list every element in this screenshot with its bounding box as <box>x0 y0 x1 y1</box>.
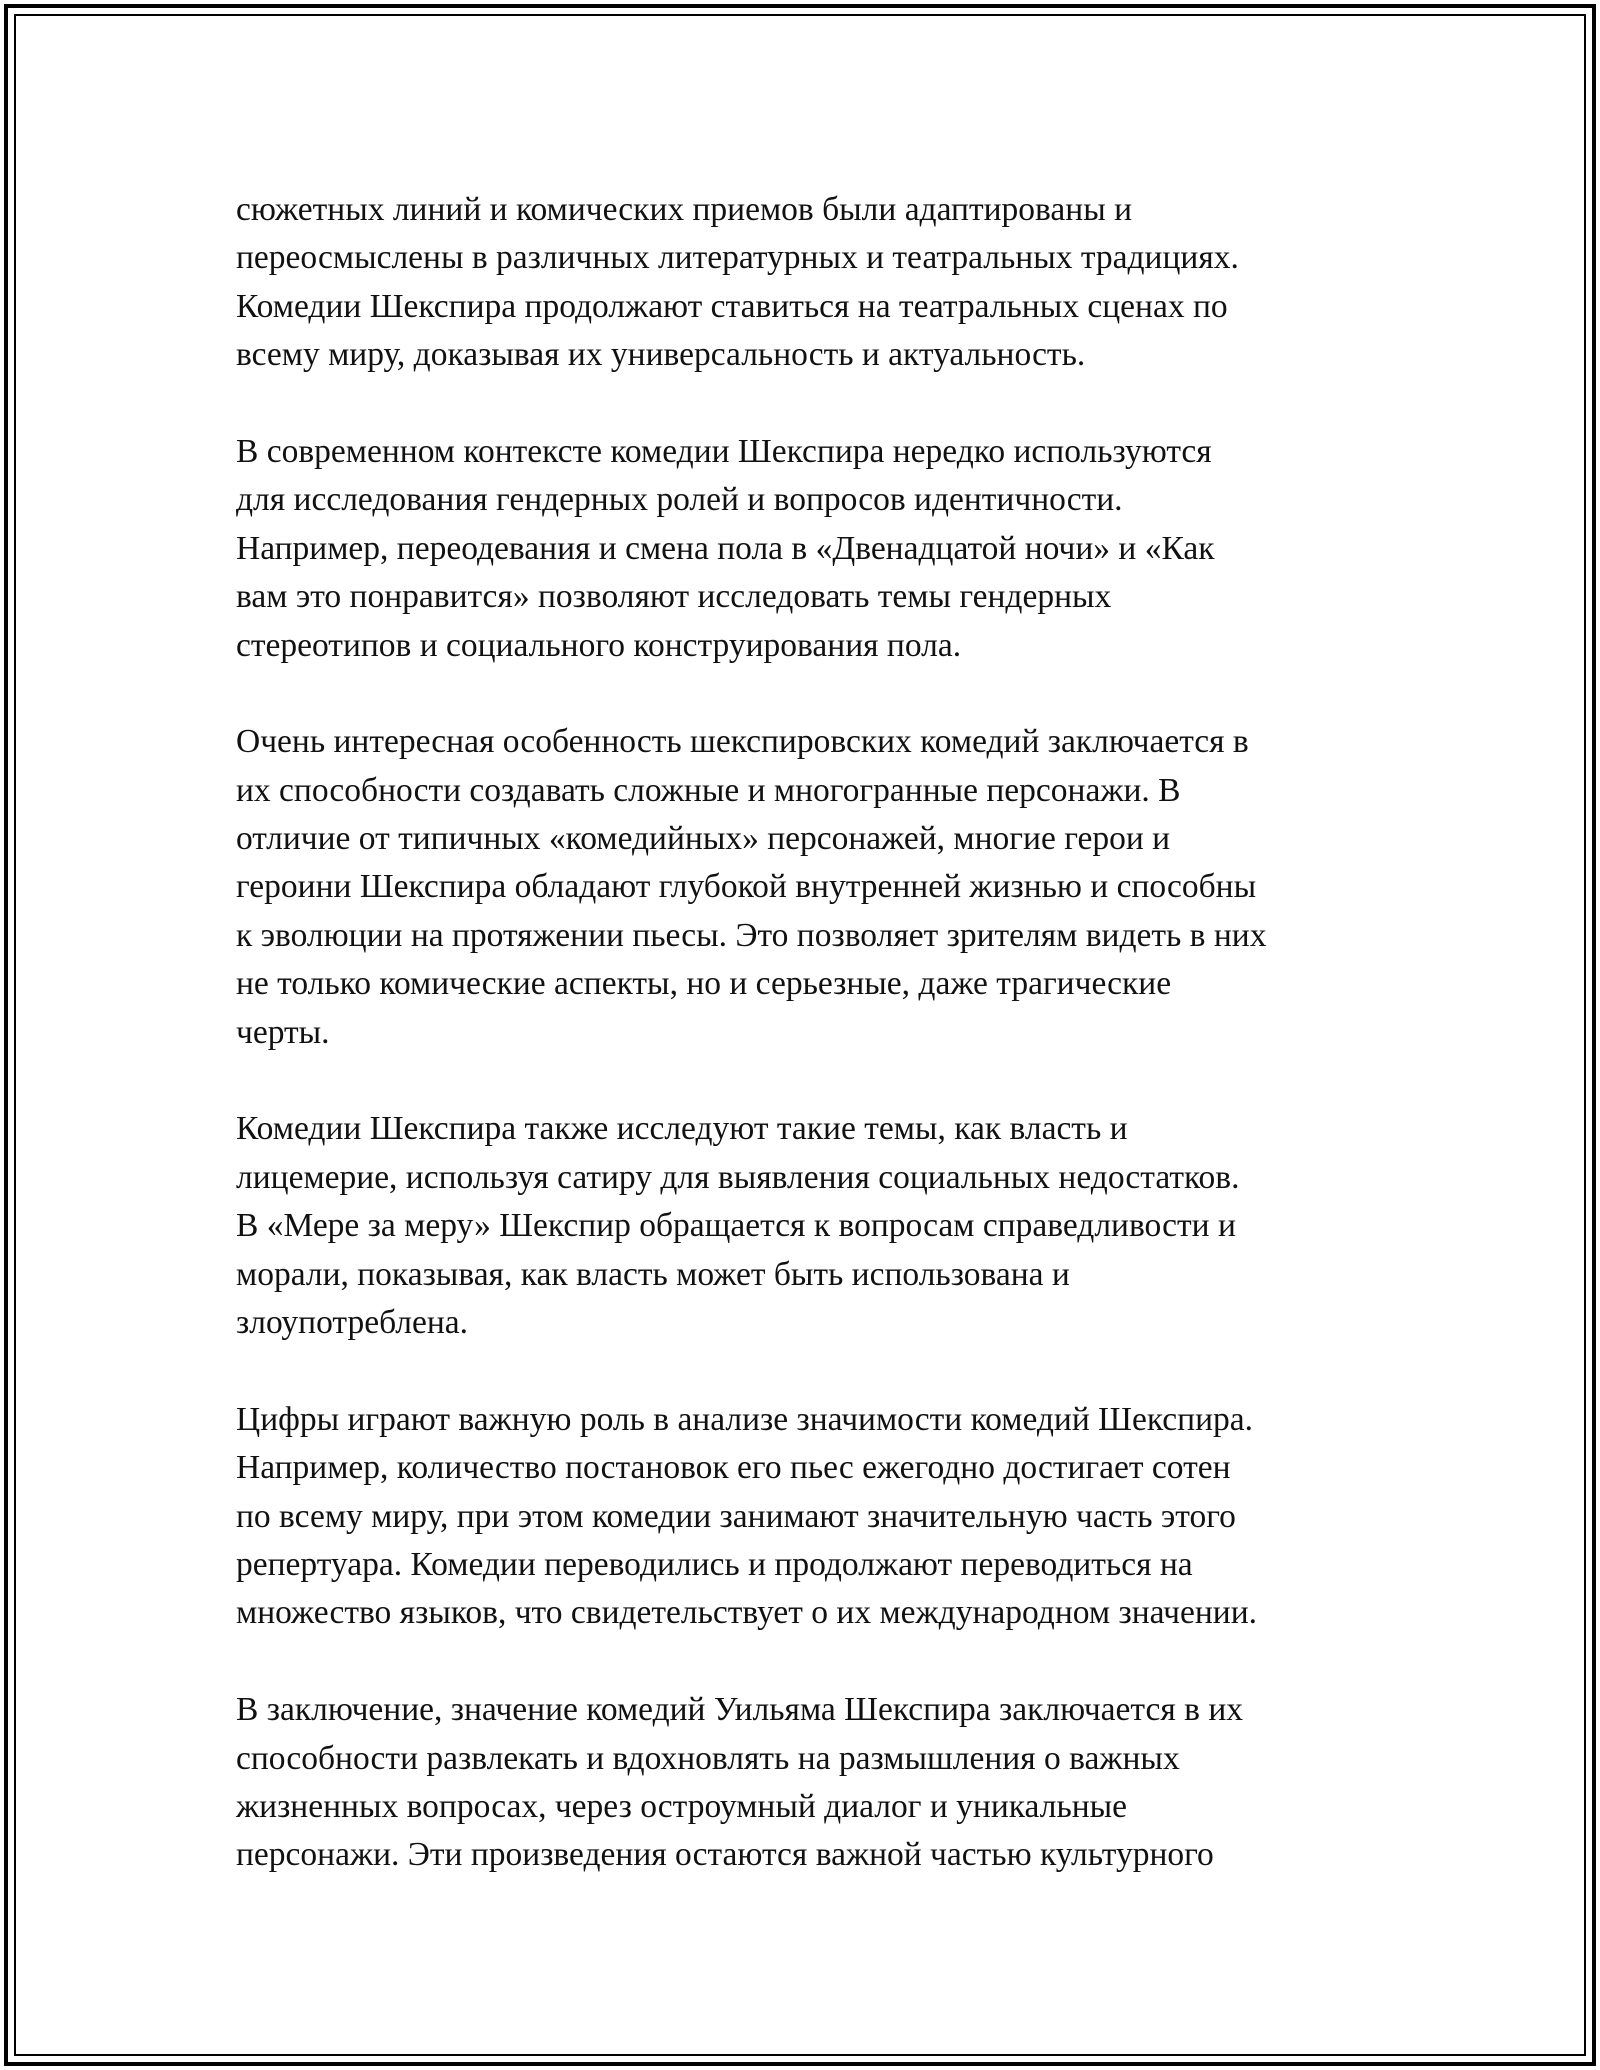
document-body <box>236 186 1396 1928</box>
text-line: сюжетных линий и комических приемов были адаптированы и <box>236 191 1133 228</box>
text-line: Комедии Шекспира продолжают ставиться на театральных сценах по <box>236 287 1228 325</box>
paragraph-4 <box>236 1105 1396 1347</box>
text-line: к эволюции на протяжении пьесы. Это позволяет зрителям видеть в них <box>236 916 1267 954</box>
text-line: черты. <box>236 1013 330 1051</box>
text-line: Например, количество постановок его пьес ежегодно достигает сотен <box>236 1449 1231 1487</box>
text-line: всему миру, доказывая их универсальность и актуальность. <box>236 336 1086 374</box>
text-line: переосмыслены в различных литературных и театральных традициях. <box>236 239 1239 277</box>
text-line: не только комические аспекты, но и серьезные, даже трагические <box>236 965 1172 1003</box>
paragraph-6 <box>236 1686 1396 1880</box>
text-line: персонажи. Эти произведения остаются важной частью культурного <box>236 1836 1214 1874</box>
paragraph-3 <box>236 718 1396 1057</box>
text-line: репертуара. Комедии переводились и продолжают переводиться на <box>236 1545 1193 1583</box>
text-line: В «Мере за меру» Шекспир обращается к вопросам справедливости и <box>236 1207 1236 1245</box>
text-line: злоупотреблена. <box>236 1303 469 1341</box>
text-line: В заключение, значение комедий Уильяма Шекспира заключается в их <box>236 1691 1243 1729</box>
text-line: для исследования гендерных ролей и вопросов идентичности. <box>236 481 1123 519</box>
text-line: по всему миру, при этом комедии занимают значительную часть этого <box>236 1497 1236 1535</box>
text-line: морали, показывая, как власть может быть использована и <box>236 1255 1070 1293</box>
text-line: лицемерие, используя сатиру для выявления социальных недостатков. <box>236 1158 1240 1196</box>
text-line: жизненных вопросах, через остроумный диалог и уникальные <box>236 1787 1128 1825</box>
text-line: стереотипов и социального конструирования пола. <box>236 626 962 664</box>
paragraph-5 <box>236 1396 1396 1638</box>
text-line: Цифры играют важную роль в анализе значимости комедий Шекспира. <box>236 1400 1253 1438</box>
text-line: В современном контексте комедии Шекспира нередко используются <box>236 432 1212 470</box>
text-line: Например, переодевания и смена пола в «Двенадцатой ночи» и «Как <box>236 529 1215 567</box>
paragraph-2 <box>236 428 1396 670</box>
text-line: способности развлекать и вдохновлять на размышления о важных <box>236 1739 1180 1777</box>
text-line: героини Шекспира обладают глубокой внутренней жизнью и способны <box>236 868 1257 906</box>
text-line: Комедии Шекспира также исследуют такие темы, как власть и <box>236 1110 1128 1148</box>
text-line: отличие от типичных «комедийных» персонажей, многие герои и <box>236 820 1171 858</box>
text-line: их способности создавать сложные и многогранные персонажи. В <box>236 771 1181 809</box>
text-line: вам это понравится» позволяют исследовать темы гендерных <box>236 578 1112 616</box>
text-line: Очень интересная особенность шекспировских комедий заключается в <box>236 723 1249 761</box>
paragraph-1 <box>236 186 1396 380</box>
text-line: множество языков, что свидетельствует о их международном значении. <box>236 1594 1258 1632</box>
